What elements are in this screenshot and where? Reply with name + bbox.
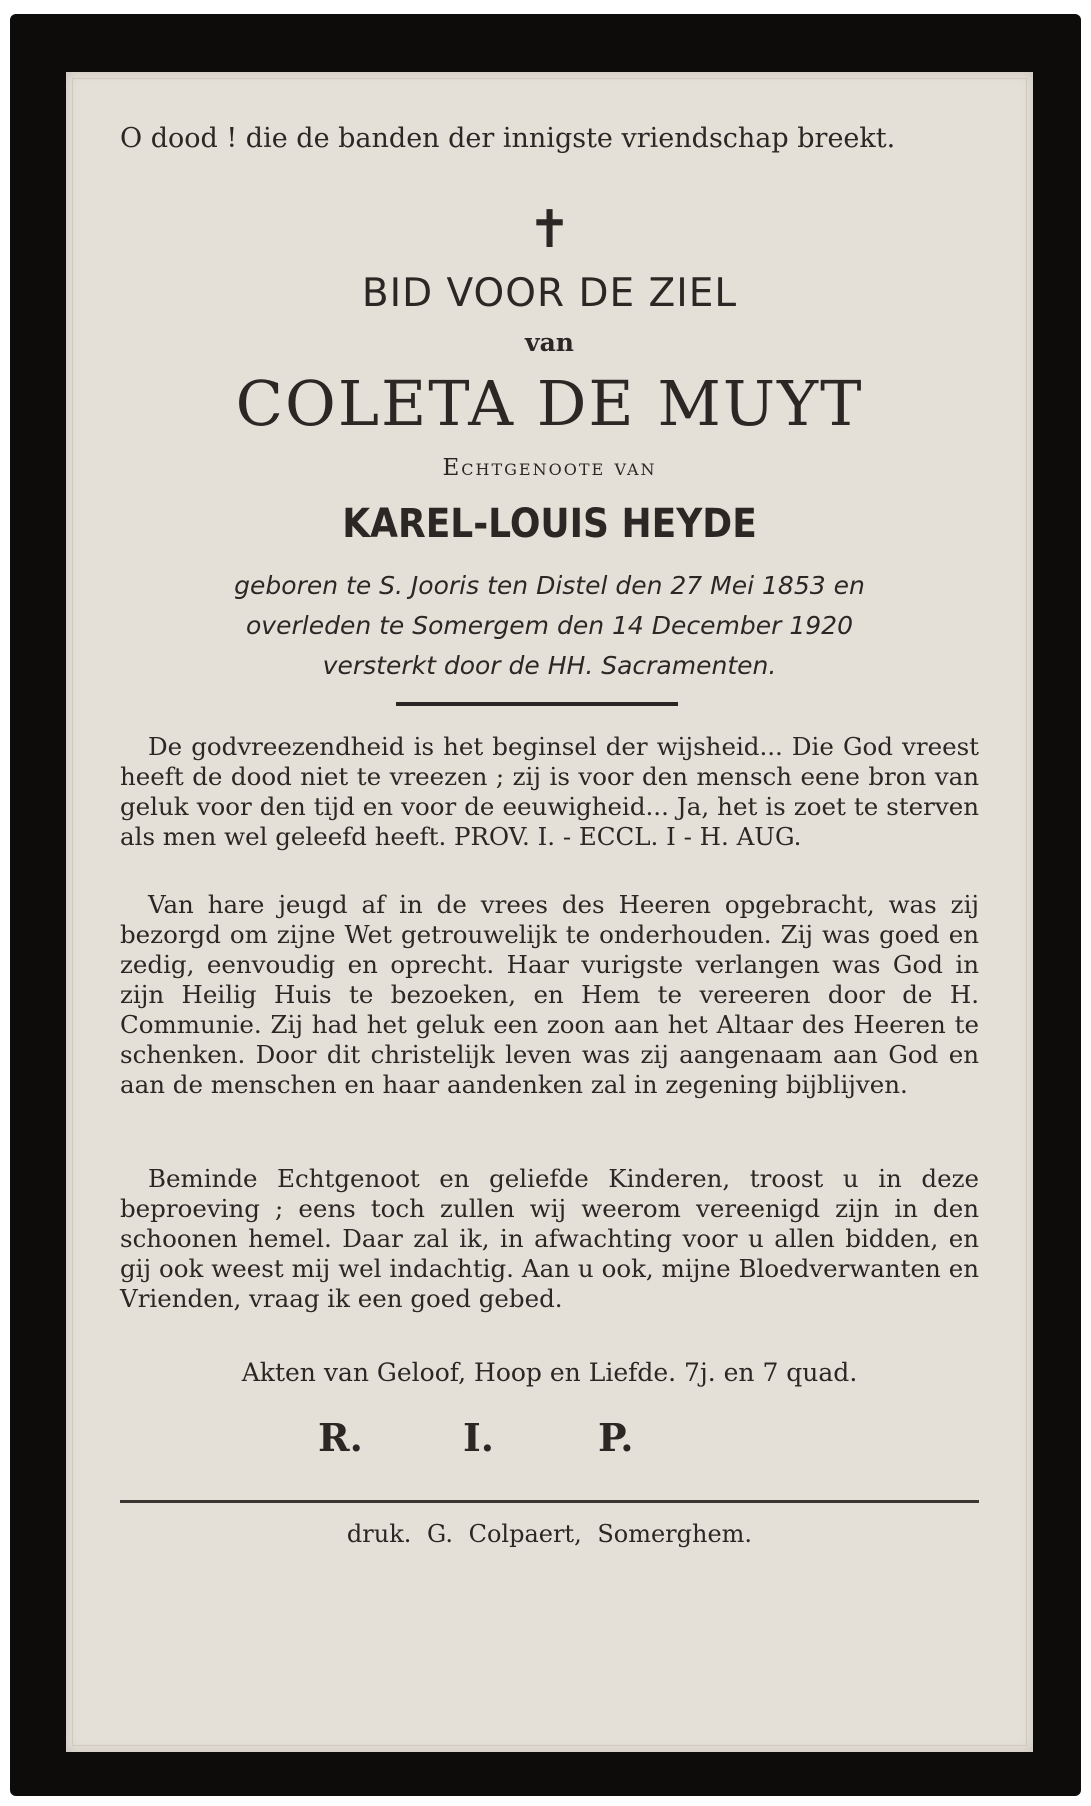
prayer-heading: BID VOOR DE ZIEL (361, 271, 738, 316)
life-dates (120, 566, 979, 686)
epigraph-text: O dood ! die de banden der innigste vriendschap breekt. (120, 123, 896, 154)
indulgences-line: Akten van Geloof, Hoop en Liefde. 7j. en 7 quad. (241, 1358, 858, 1387)
paragraph-life: Van hare jeugd af in de vrees des Heeren opgebracht, was zij bezorgd om zijne Wet getrouwelijk te onderhouden. Zij was goed en zedig, eenvoudig en oprecht. Haar vurigste verlangen was God in zijn Heilig Huis te bezoeken, en Hem te vereeren door de H. Communie. Zij had het geluk een zoon aan het Altaar des Heeren te schenken. Door dit christelijk leven was zij aangenaam aan God en aan de menschen en haar aandenken zal in zegening bijblijven. (120, 890, 979, 1099)
printer-credit: druk. G. Colpaert, Somerghem. (346, 1520, 753, 1548)
birth-line: geboren te S. Jooris ten Distel den 27 Mei 1853 en (234, 571, 865, 600)
van-label: van (525, 328, 574, 357)
spouse-name: KAREL-LOUIS HEYDE (342, 501, 757, 547)
sacraments-line: versterkt door de HH. Sacramenten. (322, 651, 777, 680)
paragraph-farewell: Beminde Echtgenoot en geliefde Kinderen, troost u in deze beproeving ; eens toch zullen wij weerom vereenigd zijn in den schoonen hemel. Daar zal ik, in afwachting voor u allen bidden, en gij ook weest mij wel indachtig. Aan u ook, mijne Bloedverwanten en Vrienden, vraag ik een goed gebed. (120, 1164, 979, 1313)
rip-letter-p: P. (598, 1415, 634, 1460)
rip-letter-i: I. (463, 1415, 495, 1460)
long-divider (120, 1500, 979, 1503)
short-divider (396, 702, 678, 706)
deceased-name: COLETA DE MUYT (235, 367, 864, 440)
paragraph-wisdom: De godvreezendheid is het beginsel der wijsheid... Die God vreest heeft de dood niet te vreezen ; zij is voor den mensch eene bron van geluk voor den tijd en voor de eeuwigheid... Ja, het is zoet te sterven als men wel geleefd heeft. PROV. I. - ECCL. I - H. AUG. (120, 732, 979, 851)
cross-icon: ✝ (527, 200, 572, 260)
mourning-card-border (10, 14, 1081, 1796)
spouse-label: Echtgenoote van (442, 455, 657, 481)
rip-letter-r: R. (318, 1415, 363, 1460)
death-line: overleden te Somergem den 14 December 1920 (246, 611, 853, 640)
rip-initials (66, 1416, 1033, 1460)
memorial-card-paper (66, 72, 1033, 1752)
